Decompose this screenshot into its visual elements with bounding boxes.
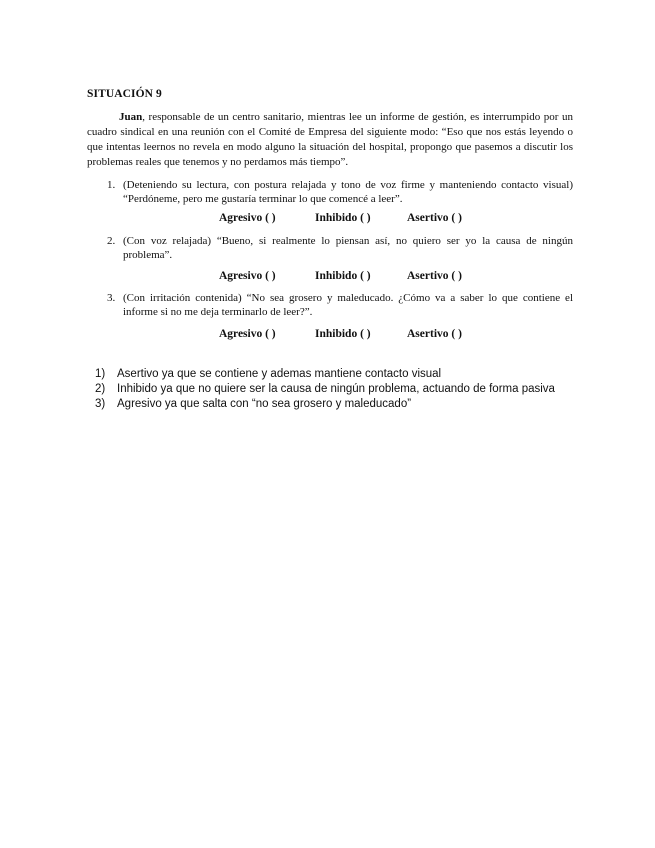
- question-text: (Con voz relajada) “Bueno, si realmente lo piensan así, no quiero ser yo la causa de ningún problema”.: [123, 235, 573, 261]
- situation-intro: [87, 110, 573, 170]
- answer-text: Asertivo ya que se contiene y ademas mantiene contacto visual: [117, 368, 442, 380]
- answer-number: 3): [95, 398, 106, 410]
- answer-item: [95, 397, 615, 412]
- answer-number: 2): [95, 383, 106, 395]
- option-asertivo: Asertivo ( ): [407, 328, 462, 340]
- option-inhibido: Inhibido ( ): [315, 212, 371, 224]
- option-agresivo: Agresivo ( ): [219, 328, 276, 340]
- question-3: [87, 291, 573, 319]
- option-inhibido: Inhibido ( ): [315, 328, 371, 340]
- option-agresivo: Agresivo ( ): [219, 270, 276, 282]
- intro-text: , responsable de un centro sanitario, mientras lee un informe de gestión, es interrumpido por un cuadro sindical en una reunión con el Comité de Empresa del siguiente modo: “Eso que nos estás leyendo o que intentas leernos no revela en modo alguno la situación del hospital, propongo que pasemos a discutir los problemas reales que tenemos y no perdamos más tiempo”.: [87, 111, 573, 168]
- answer-text: Inhibido ya que no quiere ser la causa de ningún problema, actuando de forma pasiva: [117, 383, 555, 395]
- option-asertivo: Asertivo ( ): [407, 212, 462, 224]
- question-1: [87, 178, 573, 206]
- page-title: SITUACIÓN 9: [87, 88, 162, 100]
- answer-number: 1): [95, 368, 106, 380]
- answer-item: [95, 382, 615, 397]
- question-number: 2.: [107, 235, 116, 247]
- intro-name: Juan: [119, 111, 143, 123]
- option-asertivo: Asertivo ( ): [407, 270, 462, 282]
- question-number: 3.: [107, 292, 116, 304]
- question-text: (Deteniendo su lectura, con postura relajada y tono de voz firme y manteniendo contacto visual) “Perdóneme, pero me gustaría terminar lo que comencé a leer”.: [123, 179, 573, 205]
- answers-list: [95, 367, 615, 412]
- question-text: (Con irritación contenida) “No sea grosero y maleducado. ¿Cómo va a saber lo que contiene el informe si no me deja terminarlo de leer?”.: [123, 292, 573, 318]
- option-agresivo: Agresivo ( ): [219, 212, 276, 224]
- question-2: [87, 234, 573, 262]
- question-number: 1.: [107, 179, 116, 191]
- option-inhibido: Inhibido ( ): [315, 270, 371, 282]
- answer-item: [95, 367, 615, 382]
- answer-text: Agresivo ya que salta con “no sea grosero y maleducado”: [117, 398, 412, 410]
